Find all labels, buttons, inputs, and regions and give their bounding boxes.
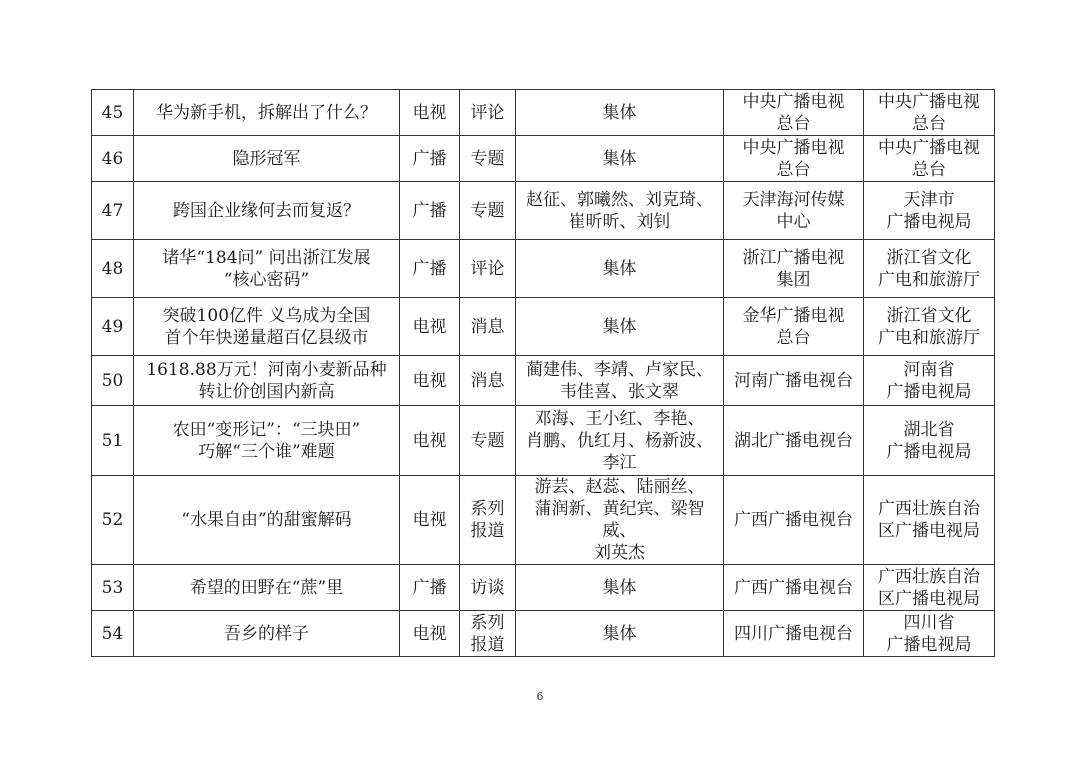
table-row — [92, 611, 995, 657]
genre-cell — [460, 240, 516, 298]
producing-unit-line: 总台 — [776, 113, 811, 134]
producing-unit-line: 集团 — [776, 269, 811, 290]
producing-unit-cell — [724, 90, 864, 136]
authors-line: 蔺建伟、李靖、卢家民、 — [526, 359, 713, 380]
genre-cell — [460, 136, 516, 182]
authors-line: 集体 — [602, 577, 637, 598]
producing-unit-cell — [724, 406, 864, 476]
work-title-cell — [134, 240, 400, 298]
producing-unit-line: 总台 — [776, 159, 811, 180]
work-title-cell — [134, 298, 400, 356]
table-row — [92, 565, 995, 611]
authors-line: 邓海、王小红、李艳、 — [534, 408, 705, 429]
producing-unit-cell — [724, 356, 864, 406]
producing-unit-line: 天津海河传媒 — [742, 189, 845, 210]
recommending-unit-cell — [864, 90, 995, 136]
authors-line: 崔昕昕、刘钊 — [568, 211, 671, 232]
work-title-cell — [134, 565, 400, 611]
producing-unit-line: 中央广播电视 — [742, 91, 845, 112]
row-number-cell: 45 — [92, 90, 134, 136]
genre-line: 评论 — [470, 102, 505, 123]
producing-unit-line: 广西广播电视台 — [734, 577, 853, 598]
recommending-unit-line: 浙江省文化 — [886, 305, 972, 326]
work-title-cell — [134, 356, 400, 406]
recommending-unit-line: 四川省 — [903, 612, 955, 633]
work-title-line: 转让价创国内新高 — [198, 381, 335, 402]
authors-line: 刘英杰 — [594, 543, 645, 563]
media-type-cell: 电视 — [400, 90, 460, 136]
producing-unit-line: 河南广播电视台 — [734, 370, 853, 391]
genre-cell — [460, 611, 516, 657]
authors-cell — [516, 182, 724, 240]
table-row — [92, 90, 995, 136]
authors-cell — [516, 90, 724, 136]
work-title-line: 吾乡的样子 — [224, 623, 309, 644]
genre-line: 专题 — [470, 430, 505, 451]
work-title-cell — [134, 406, 400, 476]
genre-cell — [460, 90, 516, 136]
genre-line: 消息 — [470, 370, 505, 391]
recommending-unit-line: 浙江省文化 — [886, 247, 972, 268]
work-title-line: 突破100亿件 义乌成为全国 — [162, 305, 371, 326]
recommending-unit-line: 广播电视局 — [886, 634, 972, 655]
recommending-unit-cell — [864, 565, 995, 611]
media-type-cell: 广播 — [400, 136, 460, 182]
work-title-line: 1618.88万元！河南小麦新品种 — [146, 359, 387, 380]
genre-line: 专题 — [470, 200, 505, 221]
row-number-cell: 51 — [92, 406, 134, 476]
row-number-cell: 48 — [92, 240, 134, 298]
producing-unit-line: 四川广播电视台 — [734, 623, 853, 644]
authors-line: 肖鹏、仇红月、杨新波、 — [526, 430, 713, 451]
table-row — [92, 298, 995, 356]
row-number-cell: 53 — [92, 565, 134, 611]
genre-line: 报道 — [470, 634, 505, 655]
producing-unit-cell — [724, 298, 864, 356]
work-title-line: 隐形冠军 — [232, 148, 301, 169]
media-type-cell: 电视 — [400, 356, 460, 406]
authors-line: 集体 — [602, 102, 637, 123]
authors-line: 韦佳喜、张文翠 — [560, 381, 679, 402]
producing-unit-line: 中心 — [776, 211, 811, 232]
authors-line: 蒲润新、黄纪宾、梁智威、 — [534, 499, 705, 541]
recommending-unit-line: 区广播电视局 — [878, 588, 980, 609]
work-title-cell — [134, 90, 400, 136]
authors-cell — [516, 565, 724, 611]
producing-unit-line: 金华广播电视 — [742, 305, 845, 326]
authors-line: 集体 — [602, 258, 637, 279]
authors-cell — [516, 298, 724, 356]
producing-unit-line: 总台 — [776, 327, 811, 348]
table-row — [92, 182, 995, 240]
producing-unit-line: 湖北广播电视台 — [734, 430, 853, 451]
recommending-unit-line: 中央广播电视 — [878, 91, 980, 112]
work-title-cell — [134, 182, 400, 240]
recommending-unit-line: 广西壮族自治 — [878, 499, 980, 519]
work-title-line: 农田“变形记”：“三块田” — [172, 419, 361, 440]
genre-cell — [460, 298, 516, 356]
authors-line: 集体 — [602, 623, 637, 644]
recommending-unit-line: 广西壮族自治 — [878, 566, 980, 587]
table-row — [92, 136, 995, 182]
table-row — [92, 476, 995, 565]
recommending-unit-line: 广播电视局 — [886, 211, 972, 232]
media-type-cell: 电视 — [400, 476, 460, 565]
authors-cell — [516, 356, 724, 406]
work-title-line: 跨国企业缘何去而复返？ — [173, 200, 360, 221]
authors-line: 集体 — [602, 148, 637, 169]
recommending-unit-line: 广电和旅游厅 — [878, 327, 980, 348]
media-type-cell: 电视 — [400, 298, 460, 356]
genre-cell — [460, 356, 516, 406]
recommending-unit-line: 河南省 — [903, 359, 955, 380]
work-title-line: 希望的田野在“蔗”里 — [189, 577, 344, 598]
page-number: 6 — [536, 690, 544, 703]
media-type-cell: 广播 — [400, 565, 460, 611]
work-title-line: “核心密码” — [223, 269, 310, 290]
recommending-unit-cell — [864, 406, 995, 476]
work-title-cell — [134, 476, 400, 565]
authors-line: 李江 — [602, 452, 637, 473]
media-type-cell: 电视 — [400, 611, 460, 657]
work-title-line: 巧解“三个谁”难题 — [198, 441, 335, 462]
work-title-cell — [134, 136, 400, 182]
producing-unit-cell — [724, 611, 864, 657]
recommending-unit-cell — [864, 298, 995, 356]
authors-line: 集体 — [602, 316, 637, 337]
genre-line: 专题 — [470, 148, 505, 169]
table-row — [92, 406, 995, 476]
authors-cell — [516, 240, 724, 298]
row-number-cell: 52 — [92, 476, 134, 565]
producing-unit-cell — [724, 182, 864, 240]
genre-cell — [460, 182, 516, 240]
work-title-line: 首个年快递量超百亿县级市 — [164, 327, 369, 348]
producing-unit-cell — [724, 136, 864, 182]
recommending-unit-cell — [864, 476, 995, 565]
recommending-unit-cell — [864, 611, 995, 657]
work-title-line: 诸华“184问” 问出浙江发展 — [162, 247, 371, 268]
genre-line: 访谈 — [470, 577, 505, 598]
recommending-unit-line: 天津市 — [903, 189, 955, 210]
work-title-line: “水果自由”的甜蜜解码 — [181, 510, 352, 530]
table-row — [92, 240, 995, 298]
genre-line: 评论 — [470, 258, 505, 279]
row-number-cell: 54 — [92, 611, 134, 657]
recommending-unit-line: 湖北省 — [903, 419, 955, 440]
row-number-cell: 47 — [92, 182, 134, 240]
recommending-unit-line: 总台 — [912, 113, 946, 134]
recommending-unit-cell — [864, 136, 995, 182]
genre-line: 消息 — [470, 316, 505, 337]
producing-unit-line: 广西广播电视台 — [734, 510, 853, 530]
row-number-cell: 46 — [92, 136, 134, 182]
recommending-unit-cell — [864, 356, 995, 406]
genre-cell — [460, 406, 516, 476]
genre-line: 系列 — [470, 499, 505, 519]
media-type-cell: 广播 — [400, 240, 460, 298]
genre-line: 报道 — [470, 521, 505, 541]
award-table — [91, 89, 995, 657]
award-table-body — [92, 90, 995, 657]
authors-line: 赵征、郭曦然、刘克琦、 — [526, 189, 713, 210]
authors-cell — [516, 476, 724, 565]
work-title-cell — [134, 611, 400, 657]
producing-unit-cell — [724, 240, 864, 298]
producing-unit-cell — [724, 565, 864, 611]
work-title-line: 华为新手机，拆解出了什么？ — [156, 102, 377, 123]
recommending-unit-line: 区广播电视局 — [878, 521, 980, 541]
table-row — [92, 356, 995, 406]
producing-unit-cell — [724, 476, 864, 565]
authors-cell — [516, 611, 724, 657]
genre-cell — [460, 565, 516, 611]
recommending-unit-line: 总台 — [912, 159, 946, 180]
recommending-unit-cell — [864, 182, 995, 240]
authors-line: 游芸、赵蕊、陆丽丝、 — [534, 477, 705, 497]
authors-cell — [516, 136, 724, 182]
genre-line: 系列 — [470, 612, 505, 633]
recommending-unit-cell — [864, 240, 995, 298]
media-type-cell: 电视 — [400, 406, 460, 476]
recommending-unit-line: 中央广播电视 — [878, 137, 980, 158]
recommending-unit-line: 广电和旅游厅 — [878, 269, 980, 290]
producing-unit-line: 中央广播电视 — [742, 137, 845, 158]
recommending-unit-line: 广播电视局 — [886, 381, 972, 402]
genre-cell — [460, 476, 516, 565]
recommending-unit-line: 广播电视局 — [886, 441, 972, 462]
authors-cell — [516, 406, 724, 476]
media-type-cell: 广播 — [400, 182, 460, 240]
row-number-cell: 50 — [92, 356, 134, 406]
row-number-cell: 49 — [92, 298, 134, 356]
producing-unit-line: 浙江广播电视 — [742, 247, 845, 268]
